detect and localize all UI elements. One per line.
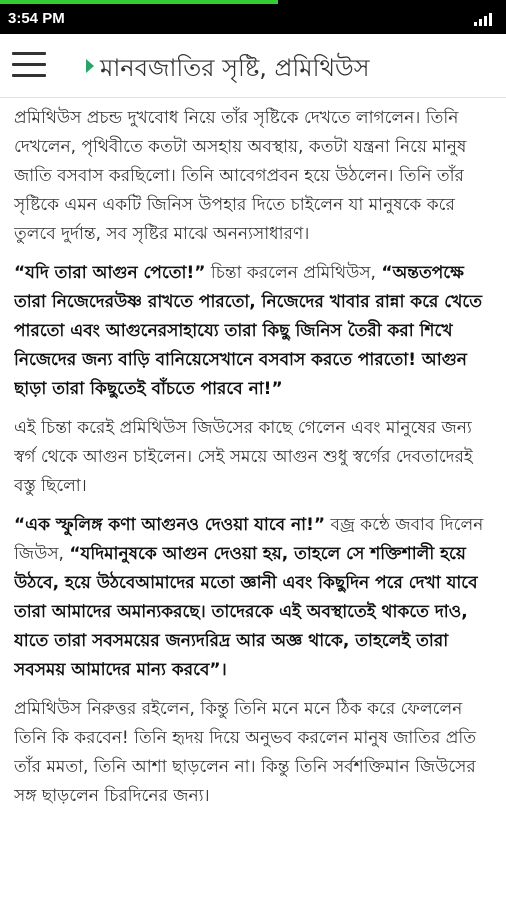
status-bar	[0, 0, 506, 34]
page-load-progress	[0, 0, 278, 4]
signal-icon	[474, 12, 496, 26]
article-paragraph: এই চিন্তা করেই প্রমিথিউস জিউসের কাছে গেলেন এবং মানুষের জন্য স্বর্গ থেকে আগুন চাইলেন। সেই সময়ে আগুন শুধু স্বর্গের দেবতাদেরই বস্তু ছিলো।	[14, 418, 473, 496]
narration: বজ্র কন্ঠে জবাব দিলেন জিউস,	[14, 515, 484, 564]
article-paragraph-dialogue	[14, 259, 496, 404]
app-bar	[0, 34, 506, 98]
title-marker-icon	[86, 59, 94, 73]
article-paragraph-dialogue	[14, 511, 496, 685]
quote-zeus: “এক স্ফুলিঙ্গ কণা আগুনও দেওয়া যাবে না!”	[14, 515, 326, 535]
quote-prometheus: “যদি তারা আগুন পেতো!”	[14, 263, 206, 283]
article-paragraph: প্রমিথিউস প্রচন্ড দুখবোধ নিয়ে তাঁর সৃষ্টিকে দেখতে লাগলেন। তিনি দেখলেন, পৃথিবীতে কতটা অসহায় অবস্থায়, কতটা যন্ত্রনা নিয়ে মানুষ জাতি বসবাস করছিলো। তিনি আবেগপ্রবন হয়ে উঠলেন। তিনি তাঁর সৃষ্টিকে এমন একটি জিনিস উপহার দিতে চাইলেন যা মানুষকে করে তুলবে দুর্দান্ত, সব সৃষ্টির মাঝে অনন্যসাধারণ।	[14, 108, 467, 244]
quote-zeus-continued: “যদিমানুষকে আগুন দেওয়া হয়, তাহলে সে শক্তিশালী হয়ে উঠবে, হয়ে উঠবেআমাদের মতো জ্ঞানী এবং কিছুদিন পরে দেখা যাবে তারা আমাদের অমান্যকরছে। তাদেরকে এই অবস্থাতেই থাকতে দাও, যাতে তারা সবসময়ের জন্যদরিদ্র আর অজ্ঞ থাকে, তাহলেই তারা সবসময় আমাদের মান্য করবে”।	[14, 544, 478, 680]
page-title: মানবজাতির সৃষ্টি, প্রমিথিউস	[100, 54, 370, 82]
hamburger-icon[interactable]	[12, 52, 46, 80]
article-paragraph: প্রমিথিউস নিরুত্তর রইলেন, কিন্তু তিনি মনে মনে ঠিক করে ফেললেন তিনি কি করবেন! তিনি হৃদয় দিয়ে অনুভব করলেন মানুষ জাতির প্রতি তাঁর মমতা, তিনি আশা ছাড়লেন না। কিন্তু তিনি সর্বশক্তিমান জিউসের সঙ্গ ছাড়লেন চিরদিনের জন্য।	[14, 699, 477, 806]
status-time: 3:54 PM	[8, 10, 65, 27]
quote-prometheus-continued: “অন্ততপক্ষে তারা নিজেদেরউষ্ণ রাখতে পারতো, নিজেদের খাবার রান্না করে খেতে পারতো এবং আগুনেরসাহায্যে তারা কিছু জিনিস তৈরী করা শিখে নিজেদের জন্য বাড়ি বানিয়েসেখানে বসবাস করতে পারতো! আগুন ছাড়া তারা কিছুতেই বাঁচতে পারবে না!”	[14, 263, 482, 399]
narration: চিন্তা করলেন প্রমিথিউস,	[205, 263, 382, 283]
article-content[interactable]	[14, 104, 496, 896]
